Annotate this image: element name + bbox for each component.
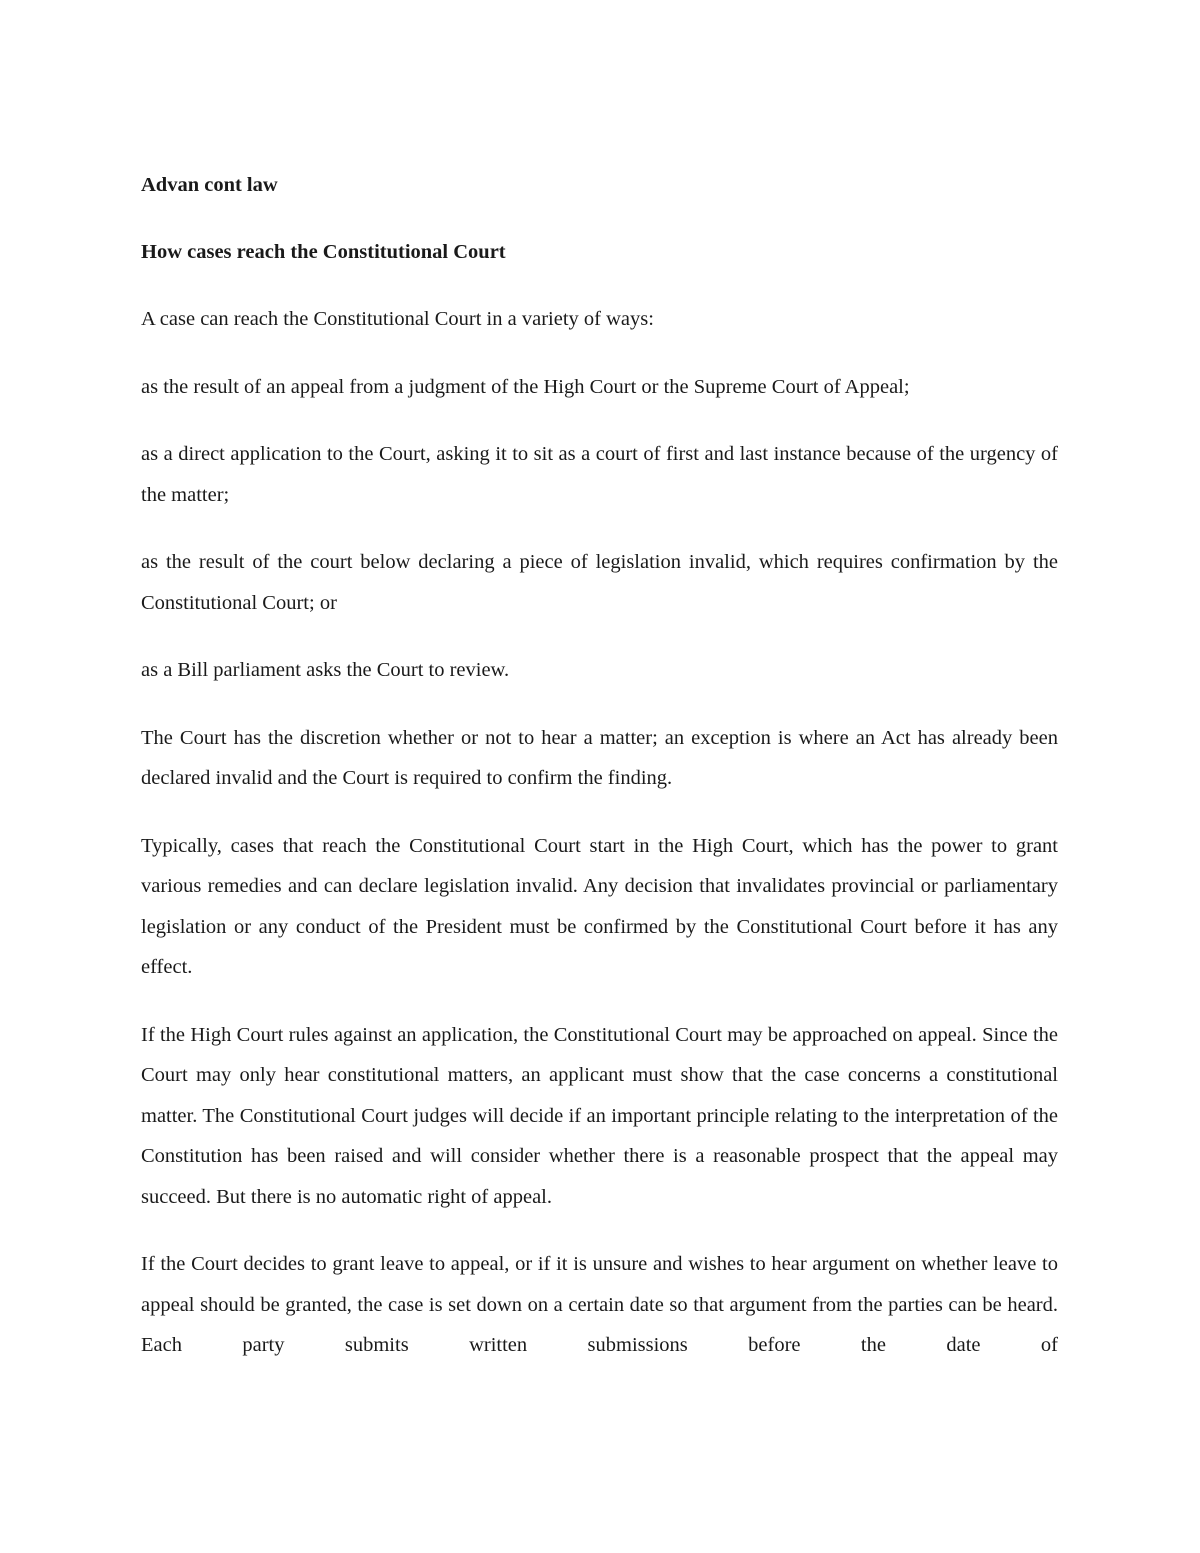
paragraph-appeal: If the High Court rules against an application, the Constitutional Court may be approached on appeal. Since the Court may only hear constitutional matters, an applicant must show that the case concerns a constitutional matter. The Constitutional Court judges will decide if an important principle relating to the interpretation of the Constitution has been raised and will consider whether there is a reasonable prospect that the appeal may succeed. But there is no automatic right of appeal. bbox=[141, 1023, 1058, 1208]
paragraph-way-confirmation: as the result of the court below declaring a piece of legislation invalid, which requires confirmation by the Constitutional Court; or bbox=[141, 551, 1058, 614]
paragraph-way-appeal: as the result of an appeal from a judgment of the High Court or the Supreme Court of Appeal; bbox=[141, 375, 910, 398]
paragraph-way-bill-review: as a Bill parliament asks the Court to review. bbox=[141, 659, 510, 681]
paragraph-leave-to-appeal: If the Court decides to grant leave to appeal, or if it is unsure and wishes to hear argument on whether leave to appeal should be granted, the case is set down on a certain date so that argument from the parties can be heard. Each party submits written submissions before the date of bbox=[141, 1253, 1058, 1356]
paragraph-way-direct-application: as a direct application to the Court, asking it to sit as a court of first and last instance because of the urgency of the matter; bbox=[141, 443, 1058, 506]
section-heading: How cases reach the Constitutional Court bbox=[141, 241, 506, 263]
document-title: Advan cont law bbox=[141, 174, 278, 196]
document-body bbox=[141, 165, 1058, 1366]
paragraph-discretion: The Court has the discretion whether or not to hear a matter; an exception is where an Act has already been declared invalid and the Court is required to confirm the finding. bbox=[141, 726, 1058, 789]
paragraph-intro: A case can reach the Constitutional Court in a variety of ways: bbox=[141, 308, 654, 330]
paragraph-high-court: Typically, cases that reach the Constitutional Court start in the High Court, which has the power to grant various remedies and can declare legislation invalid. Any decision that invalidates provincial or parliamentary legislation or any conduct of the President must be confirmed by the Constitutional Court before it has any effect. bbox=[141, 834, 1058, 978]
